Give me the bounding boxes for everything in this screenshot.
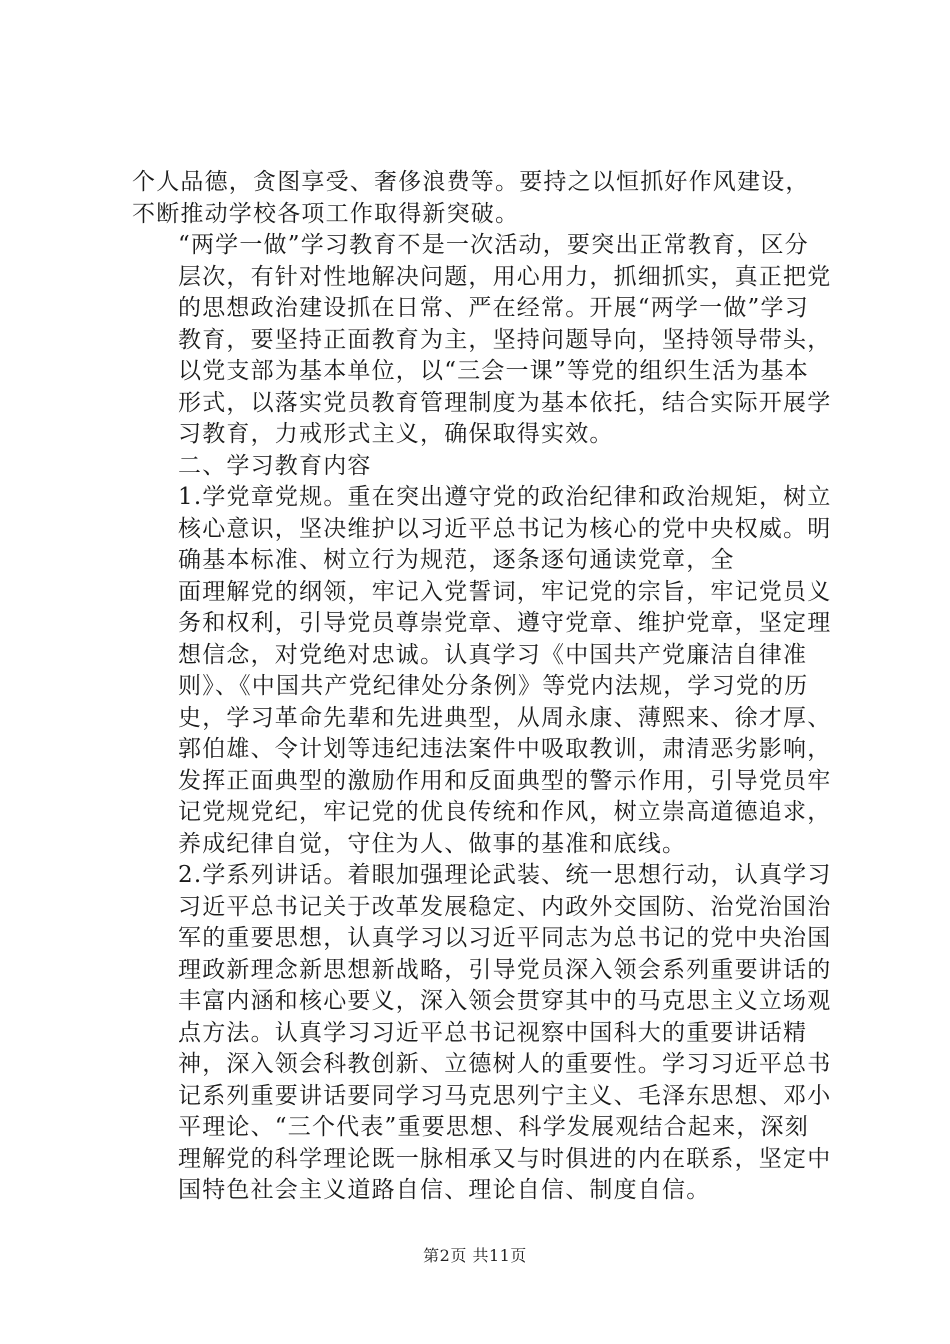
paragraph-two-learn-one-do: “两学一做”学习教育不是一次活动，要突出正常教育，区分层次，有针对性地解决问题，用心用力，抓细抓实，真正把党的思想政治建设抓在日常、严在经常。开展“两学一做”学习教育，要坚持正面教育为主，坚持问题导向，坚持领导带头，以党支部为基本单位，以“三会一课”等党的组织生活为基本形式，以落实党员教育管理制度为基本依托，结合实际开展学习教育，力戒形式主义，确保取得实效。: [178, 232, 832, 447]
paragraph-item-1-part2: 面理解党的纲领，牢记入党誓词，牢记党的宗旨，牢记党员义务和权利，引导党员尊崇党章、遵守党章、维护党章，坚定理想信念，对党绝对忠诚。认真学习《中国共产党廉洁自律准则》、《中国共产党纪律处分条例》等党内法规，学习党的历史，学习革命先辈和先进典型，从周永康、薄熙来、徐才厚、郭伯雄、令计划等违纪违法案件中吸取教训，肃清恶劣影响，发挥正面典型的激励作用和反面典型的警示作用，引导党员牢记党规党纪，牢记党的优良传统和作风，树立崇高道德追求，养成纪律自觉，守住为人、做事的基准和底线。: [178, 578, 832, 857]
section-heading-study-content: 二、学习教育内容: [178, 452, 372, 479]
paragraph-continuation: 个人品德，贪图享受、奢侈浪费等。要持之以恒抓好作风建设，不断推动学校各项工作取得新突破。: [132, 169, 810, 227]
page-number-footer: 第2页 共11页: [423, 1246, 527, 1265]
paragraph-item-1-part1: 1.学党章党规。重在突出遵守党的政治纪律和政治规矩，树立核心意识，坚决维护以习近平总书记为核心的党中央权威。明确基本标准、树立行为规范，逐条逐句通读党章，全: [178, 484, 832, 573]
paragraph-item-2: 2.学系列讲话。着眼加强理论武装、统一思想行动，认真学习习近平总书记关于改革发展稳定、内政外交国防、治党治国治军的重要思想，认真学习以习近平同志为总书记的党中央治国理政新理念新思想新战略，引导党员深入领会系列重要讲话的丰富内涵和核心要义，深入领会贯穿其中的马克思主义立场观点方法。认真学习习近平总书记视察中国科大的重要讲话精神，深入领会科教创新、立德树人的重要性。学习习近平总书记系列重要讲话要同学习马克思列宁主义、毛泽东思想、邓小平理论、“三个代表”重要思想、科学发展观结合起来，深刻理解党的科学理论既一脉相承又与时俱进的内在联系，坚定中国特色社会主义道路自信、理论自信、制度自信。: [178, 862, 832, 1203]
document-body: [132, 167, 832, 1207]
